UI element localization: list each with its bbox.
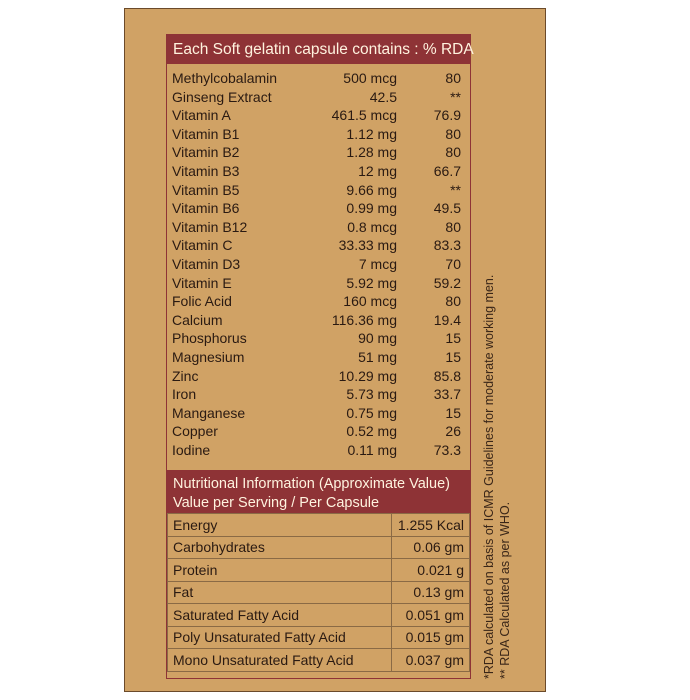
- ingredient-name: Vitamin B12: [172, 218, 248, 235]
- ingredient-rda: 80: [445, 125, 461, 142]
- nutrition-subtitle: Value per Serving / Per Capsule: [173, 495, 380, 511]
- ingredient-row: [167, 255, 470, 274]
- nutrient-name: Mono Unsaturated Fatty Acid: [168, 649, 392, 672]
- ingredient-name: Vitamin B5: [172, 181, 240, 198]
- ingredient-rda: **: [450, 181, 461, 198]
- ingredient-quantity: 0.52 mg: [346, 423, 397, 440]
- ingredient-quantity: 51 mg: [358, 348, 397, 365]
- ingredient-quantity: 1.12 mg: [346, 125, 397, 142]
- ingredient-row: [167, 329, 470, 348]
- nutrition-row: [168, 626, 470, 649]
- ingredient-name: Iron: [172, 386, 197, 403]
- nutrient-name: Poly Unsaturated Fatty Acid: [168, 626, 392, 649]
- ingredient-quantity: 0.11 mg: [347, 441, 397, 458]
- ingredient-quantity: 7 mcg: [358, 255, 397, 272]
- ingredient-row: [167, 181, 470, 200]
- ingredient-name: Zinc: [172, 367, 199, 384]
- ingredient-row: [167, 292, 470, 311]
- nutrient-value: 0.021 g: [392, 559, 470, 582]
- nutrient-value: 0.037 gm: [392, 649, 470, 672]
- ingredient-name: Vitamin B3: [172, 162, 240, 179]
- ingredient-row: [167, 69, 470, 88]
- ingredient-quantity: 90 mg: [358, 330, 397, 347]
- ingredient-name: Methylcobalamin: [172, 70, 278, 86]
- nutrition-row: [168, 559, 470, 582]
- ingredient-row: [167, 218, 470, 237]
- nutrient-name: Protein: [168, 559, 392, 582]
- ingredient-quantity: 160 mcg: [343, 293, 397, 310]
- ingredient-name: Calcium: [172, 311, 223, 328]
- ingredient-row: [167, 125, 470, 144]
- nutrition-title: Nutritional Information (Approximate Value): [173, 476, 450, 492]
- ingredient-rda: 33.7: [433, 386, 461, 403]
- composition-header: Each Soft gelatin capsule contains : % RDA: [167, 35, 470, 64]
- nutrient-value: 1.255 Kcal: [392, 514, 470, 537]
- ingredient-row: [167, 422, 470, 441]
- ingredient-row: [167, 367, 470, 386]
- nutrient-value: 0.015 gm: [392, 626, 470, 649]
- nutrition-row: [168, 536, 470, 559]
- nutrition-row: [168, 649, 470, 672]
- ingredient-rda: 15: [445, 348, 461, 365]
- ingredient-list: [167, 64, 470, 459]
- ingredient-rda: 80: [445, 218, 461, 235]
- footnote-rda-who: ** RDA Calculated as per WHO.: [498, 501, 512, 679]
- ingredient-quantity: 5.92 mg: [346, 274, 397, 291]
- ingredient-name: Vitamin B6: [172, 200, 240, 217]
- ingredient-quantity: 42.5: [369, 88, 397, 105]
- ingredient-row: [167, 199, 470, 218]
- ingredient-rda: 26: [445, 423, 461, 440]
- ingredient-row: [167, 441, 470, 460]
- footnotes: [481, 275, 513, 679]
- ingredient-quantity: 500 mcg: [343, 70, 397, 86]
- ingredient-row: [167, 385, 470, 404]
- ingredient-row: [167, 404, 470, 423]
- nutrient-value: 0.13 gm: [392, 581, 470, 604]
- ingredient-row: [167, 311, 470, 330]
- ingredient-name: Vitamin B1: [172, 125, 240, 142]
- ingredient-name: Iodine: [172, 441, 211, 458]
- nutrient-name: Fat: [168, 581, 392, 604]
- ingredient-quantity: 33.33 mg: [338, 237, 397, 254]
- ingredient-quantity: 0.8 mcg: [347, 218, 397, 235]
- ingredient-rda: 76.9: [433, 107, 461, 124]
- ingredient-name: Phosphorus: [172, 330, 247, 347]
- ingredient-row: [167, 88, 470, 107]
- ingredient-row: [167, 106, 470, 125]
- ingredient-quantity: 12 mg: [358, 162, 397, 179]
- ingredient-rda: 66.7: [433, 162, 461, 179]
- ingredient-row: [167, 274, 470, 293]
- ingredient-rda: 19.4: [433, 311, 461, 328]
- ingredient-rda: 70: [445, 255, 461, 272]
- composition-box: [166, 34, 474, 679]
- ingredient-row: [167, 162, 470, 181]
- nutrition-row: [168, 604, 470, 627]
- ingredient-quantity: 116.36 mg: [331, 311, 397, 328]
- nutrient-value: 0.06 gm: [392, 536, 470, 559]
- ingredient-name: Copper: [172, 423, 218, 440]
- nutrition-row: [168, 581, 470, 604]
- ingredient-quantity: 0.75 mg: [346, 404, 397, 421]
- ingredient-name: Vitamin C: [172, 237, 233, 254]
- ingredient-rda: 15: [445, 330, 461, 347]
- nutrient-name: Saturated Fatty Acid: [168, 604, 392, 627]
- ingredient-quantity: 5.73 mg: [346, 386, 397, 403]
- label-panel: [124, 8, 546, 692]
- ingredient-rda: 15: [445, 404, 461, 421]
- ingredient-name: Ginseng Extract: [172, 88, 272, 105]
- ingredient-rda: 80: [445, 70, 461, 86]
- ingredient-rda: 49.5: [433, 200, 461, 217]
- ingredient-row: [167, 143, 470, 162]
- nutrient-value: 0.051 gm: [392, 604, 470, 627]
- ingredient-quantity: 9.66 mg: [346, 181, 397, 198]
- nutrition-table: [167, 513, 470, 672]
- nutrient-name: Energy: [168, 514, 392, 537]
- ingredient-name: Vitamin D3: [172, 255, 241, 272]
- ingredient-name: Manganese: [172, 404, 246, 421]
- ingredient-quantity: 461.5 mcg: [331, 107, 397, 124]
- ingredient-name: Folic Acid: [172, 293, 232, 310]
- ingredient-quantity: 0.99 mg: [346, 200, 397, 217]
- ingredient-rda: 85.8: [433, 367, 461, 384]
- ingredient-rda: 83.3: [433, 237, 461, 254]
- ingredient-quantity: 10.29 mg: [338, 367, 397, 384]
- ingredient-name: Magnesium: [172, 348, 245, 365]
- ingredient-rda: 80: [445, 293, 461, 310]
- ingredient-rda: **: [450, 88, 461, 105]
- ingredient-rda: 73.3: [433, 441, 461, 458]
- nutrition-row: [168, 514, 470, 537]
- footnote-rda-icmr: *RDA calculated on basis of ICMR Guidelines for moderate working men.: [482, 274, 496, 679]
- ingredient-name: Vitamin A: [172, 107, 231, 124]
- ingredient-quantity: 1.28 mg: [346, 144, 397, 161]
- ingredient-rda: 80: [445, 144, 461, 161]
- nutrition-header: [167, 470, 470, 513]
- ingredient-name: Vitamin B2: [172, 144, 240, 161]
- ingredient-row: [167, 348, 470, 367]
- ingredient-name: Vitamin E: [172, 274, 232, 291]
- ingredient-row: [167, 236, 470, 255]
- ingredient-rda: 59.2: [433, 274, 461, 291]
- nutrient-name: Carbohydrates: [168, 536, 392, 559]
